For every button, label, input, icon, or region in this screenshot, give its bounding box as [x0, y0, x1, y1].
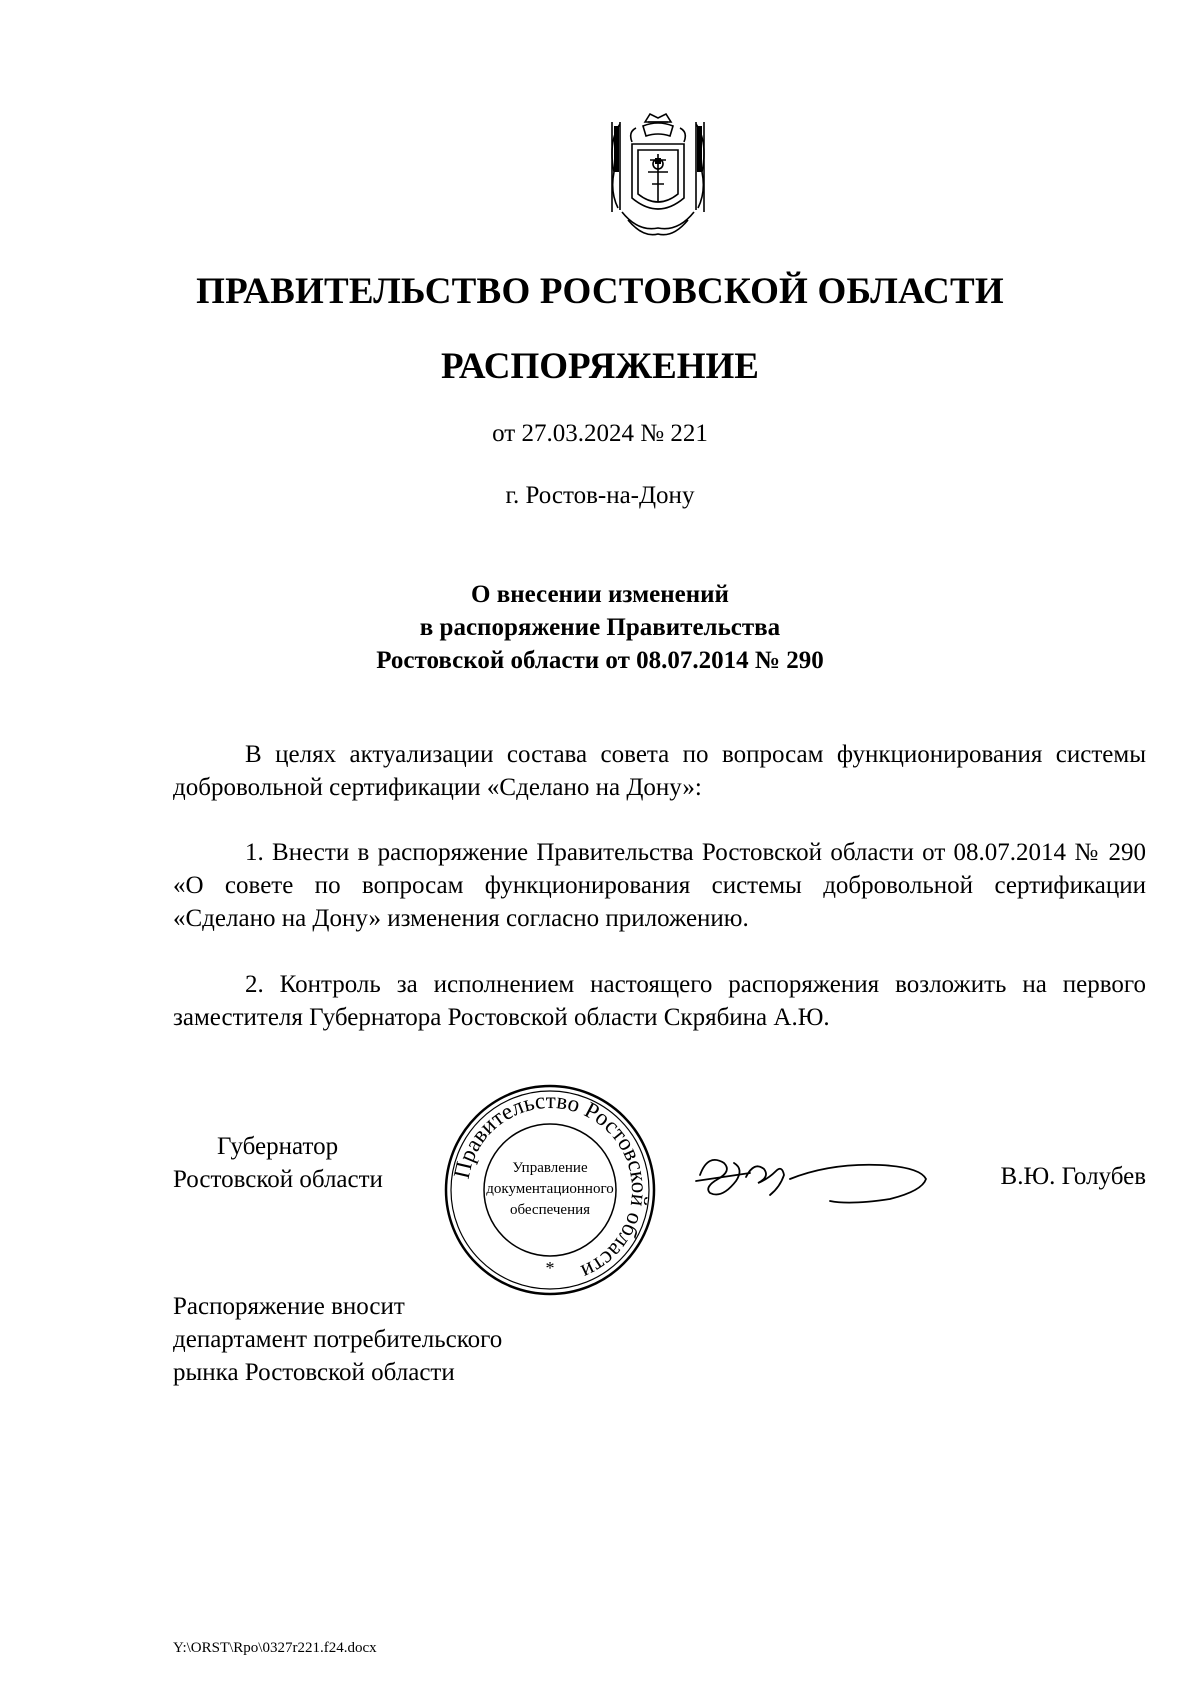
subject-line: в распоряжение Правительства	[419, 614, 781, 641]
signer-position-line: Губернатор	[217, 1133, 339, 1160]
official-seal	[440, 1080, 660, 1300]
seal-outer-text: Правительство Ростовской области	[448, 1087, 653, 1285]
submitted-by-note	[173, 1290, 502, 1389]
intro-paragraph: В целях актуализации состава совета по вопросам функционирования системы добровольной сертификации «Сделано на Дону»:	[173, 741, 1146, 801]
seal-inner-line: документационного	[486, 1181, 614, 1197]
file-path-footer: Y:\ORST\Rpo\0327r221.f24.docx	[173, 1640, 377, 1656]
handwritten-signature	[690, 1135, 940, 1215]
seal-inner-line: обеспечения	[509, 1202, 591, 1218]
submitted-by-line: Распоряжение вносит	[173, 1293, 405, 1320]
document-type-title: РАСПОРЯЖЕНИЕ	[440, 346, 759, 387]
seal-star: *	[545, 1258, 555, 1278]
item-2-paragraph: 2. Контроль за исполнением настоящего распоряжения возложить на первого заместителя Губернатора Ростовской области Скрябина А.Ю.	[173, 971, 1146, 1031]
subject-line: Ростовской области от 08.07.2014 № 290	[376, 647, 824, 674]
document-subject	[0, 578, 1200, 677]
item-1-paragraph: 1. Внести в распоряжение Правительства Ростовской области от 08.07.2014 № 290 «О совете по вопросам функционирования системы добровольной сертификации «Сделано на Дону» изменения согласно приложению.	[173, 839, 1146, 932]
organization-title: ПРАВИТЕЛЬСТВО РОСТОВСКОЙ ОБЛАСТИ	[196, 271, 1004, 312]
submitted-by-line: рынка Ростовской области	[173, 1359, 455, 1386]
city: г. Ростов-на-Дону	[505, 482, 695, 509]
date-and-number: от 27.03.2024 № 221	[492, 420, 708, 447]
coat-of-arms-icon	[598, 112, 718, 242]
subject-line: О внесении изменений	[471, 581, 729, 608]
seal-inner-line: Управление	[512, 1160, 588, 1176]
signer-position	[173, 1130, 383, 1196]
submitted-by-line: департамент потребительского	[173, 1326, 503, 1353]
signer-position-line: Ростовской области	[173, 1166, 383, 1193]
signer-name: В.Ю. Голубев	[1000, 1163, 1146, 1190]
